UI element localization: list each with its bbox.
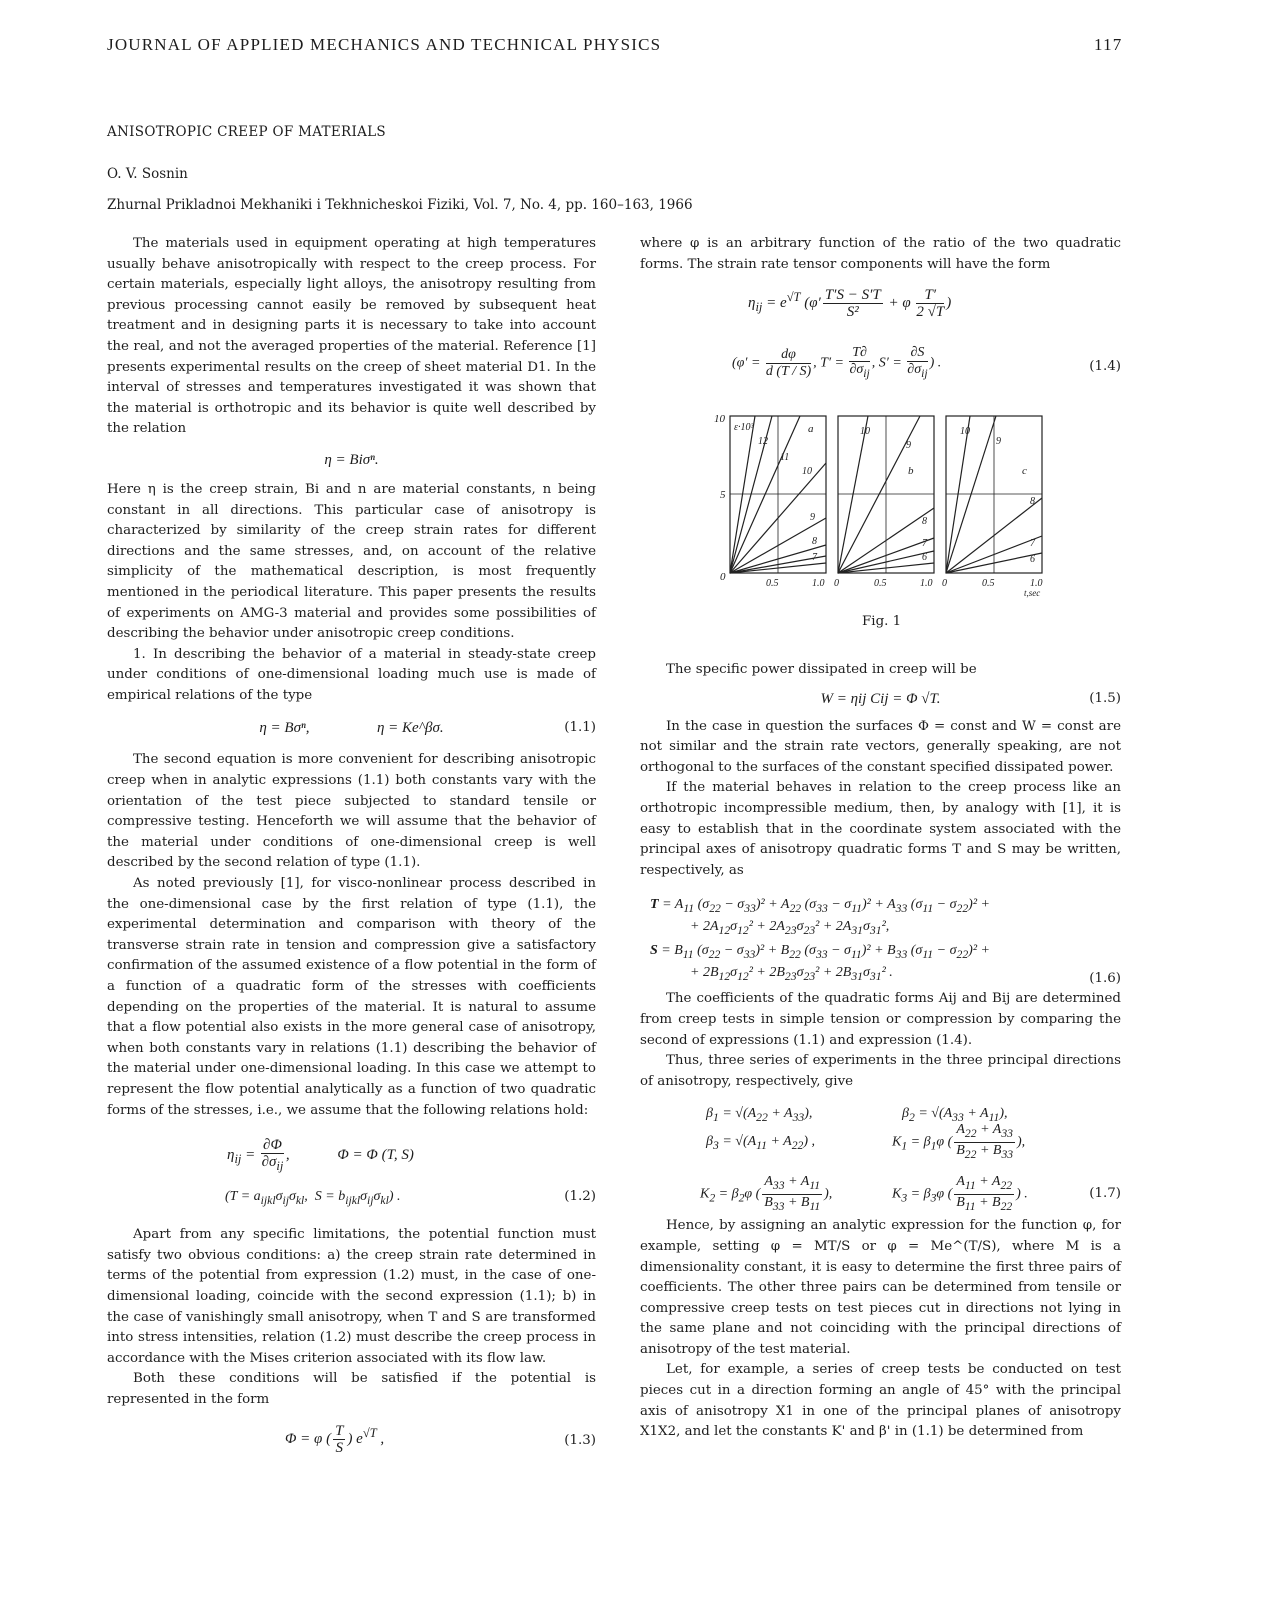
equation-1-7: $\beta_1 = √(A_{22} + A_{33})$, $\beta_2 = √(A_{33} + A_{11})$, $\beta_3 = √(A_{11} + A_{22})$ , $K_1 = \beta_1\varphi$ ( $\frac{A_{22} + A_{33}}{B_{22} + B_{33}}$ ), $K_2 = \beta_2\varphi$ ( $\frac{A_{33} + A_{11}}{B_{33} + B_{11}}$ ), $K_3 = \beta_3\varphi$ ( $\frac{A_{11} + A_{22}}{B_{11} + B_{22}}$ ) . (1.7) bbox=[700, 1106, 1121, 1213]
curve-label: 9 bbox=[906, 440, 911, 451]
source-citation: Zhurnal Prikladnoi Mekhaniki i Tekhnicheskoi Fiziki, Vol. 7, No. 4, pp. 160–163, 1966 bbox=[107, 197, 693, 213]
paragraph: As noted previously [1], for visco-nonlinear process described in the one-dimensional case by the first relation of type (1.1), the experimental determination and comparison with theory of the transverse strain rate in tension and compression give a satisfactory confirmation of the assumed existence of a flow potential in the form of a function of a quadratic form of the stresses with coefficients depending on the properties of the material. It is natural to assume that a flow potential also exists in the more general case of anisotropy, when both constants vary in relations (1.1) describing the behavior of the material under one-dimensional loading. In this case we attempt to represent the flow potential analytically as a function of two quadratic forms of the stresses, i.e., we assume that the following relations hold: bbox=[107, 876, 596, 1118]
curve-label: 6 bbox=[1030, 554, 1035, 565]
curve-label: 6 bbox=[922, 552, 927, 563]
curve-label: 10 bbox=[802, 466, 812, 477]
equation-1-5 bbox=[640, 681, 1121, 717]
equation-power-law: η = Biσⁿ. bbox=[324, 451, 379, 468]
equation-number: (1.2) bbox=[564, 1189, 596, 1205]
x-tick: 1.0 bbox=[812, 578, 825, 589]
paragraph: Hence, by assigning an analytic expression for the function φ, for example, setting φ = MT/S or φ = Me^(T/S), where M is a dimensionality constant, it is easy to determine the first three pairs of coefficients. The other three pairs can be determined from tensile or compressive creep tests on test pieces cut in directions not lying in the same plane and not coinciding with the principal directions of anisotropy of the test material. bbox=[640, 1218, 1121, 1357]
y-tick: 5 bbox=[720, 489, 726, 501]
author: O. V. Sosnin bbox=[107, 166, 188, 182]
curve-label: 7 bbox=[812, 552, 817, 563]
curve-label: 8 bbox=[922, 516, 927, 527]
journal-header: JOURNAL OF APPLIED MECHANICS AND TECHNICAL PHYSICS bbox=[107, 35, 662, 54]
article-title: ANISOTROPIC CREEP OF MATERIALS bbox=[107, 124, 386, 140]
page-number: 117 bbox=[1094, 35, 1123, 54]
x-tick: 1.0 bbox=[920, 578, 933, 589]
paragraph: The coefficients of the quadratic forms Aij and Bij are determined from creep tests in simple tension or compression by comparing the second of expressions (1.1) and expression (1.4). bbox=[640, 991, 1121, 1048]
paragraph: If the material behaves in relation to the creep process like an orthotropic incompressible medium, then, by analogy with [1], it is easy to establish that in the coordinate system associated with the principal axes of anisotropy quadratic forms T and S may be written, respectively, as bbox=[640, 780, 1121, 878]
right-column-bottom bbox=[640, 660, 1121, 1443]
curve-label: 9 bbox=[996, 436, 1001, 447]
equation-1-2: $\eta_{ij}$ = $\frac{\partial\Phi}{\partial\sigma_{ij}}$ , Φ = Φ (T, S) ($T = a_{ijkl}\sigma_{ij}\sigma_{kl}$, $S = b_{ijkl}\sigma_{ij}\sigma_{kl}$) . (1.2) bbox=[225, 1137, 596, 1207]
paragraph: Here η is the creep strain, Bi and n are material constants, n being constant in all directions. This particular case of anisotropy is characterized by similarity of the creep strain rates for different directions and the same stresses, and, on account of the relative simplicity of the mathematical description, is most frequently mentioned in the periodical literature. This paper presents the results of experiments on AMG-3 material and provides some possibilities of describing the behavior under anisotropic creep conditions. bbox=[107, 481, 596, 642]
curve-label: 11 bbox=[780, 452, 790, 463]
y-axis-label: ε·10³ bbox=[734, 422, 754, 433]
equation-number: (1.3) bbox=[564, 1432, 596, 1448]
equation-1-1 bbox=[107, 706, 596, 750]
figure-1 bbox=[700, 408, 1080, 600]
figure-caption: Fig. 1 bbox=[862, 614, 902, 629]
x-axis-unit: t,sec bbox=[1024, 588, 1041, 598]
paragraph: Thus, three series of experiments in the three principal directions of anisotropy, respectively, give bbox=[640, 1053, 1121, 1089]
left-column bbox=[107, 234, 596, 1467]
paragraph: The second equation is more convenient for describing anisotropic creep when in analytic expressions (1.1) both constants vary with the orientation of the test piece subjected to standard tensile or compressive testing. Henceforth we will assume that the behavior of the material under conditions of one-dimensional creep is well described by the second relation of type (1.1). bbox=[107, 752, 596, 871]
paragraph: 1. In describing the behavior of a material in steady-state creep under conditions of one-dimensional loading much use is made of empirical relations of the type bbox=[107, 646, 596, 703]
right-column-top bbox=[640, 234, 1121, 397]
curve-label: 9 bbox=[810, 512, 815, 523]
paragraph: Both these conditions will be satisfied if the potential is represented in the form bbox=[107, 1371, 596, 1407]
panel-label-a: a bbox=[808, 423, 814, 435]
equation-number: (1.7) bbox=[1089, 1186, 1121, 1202]
paragraph: The materials used in equipment operating at high temperatures usually behave anisotropically with respect to the creep process. For certain materials, especially light alloys, the anisotropy resulting from previous processing cannot easily be removed by subsequent heat treatment and in designing parts it is necessary to take into account the real, and not the averaged properties of the material. Reference [1] presents experimental results on the creep of sheet material D1. In the interval of stresses and temperatures investigated it was shown that the material is orthotropic and its behavior is quite well described by the relation bbox=[107, 236, 596, 437]
curve-label: 7 bbox=[1030, 538, 1035, 549]
curve-label: 12 bbox=[758, 436, 768, 447]
y-tick: 0 bbox=[720, 571, 726, 583]
equation-number: (1.1) bbox=[564, 720, 596, 736]
panel-label-b: b bbox=[908, 465, 914, 477]
paragraph: where φ is an arbitrary function of the ratio of the two quadratic forms. The strain rate tensor components will have the form bbox=[640, 236, 1121, 272]
x-tick: 0.5 bbox=[982, 578, 995, 589]
y-tick: 10 bbox=[714, 413, 725, 425]
panel-label-c: c bbox=[1022, 465, 1027, 477]
x-tick: 1.0 bbox=[1030, 578, 1043, 589]
x-tick: 0 bbox=[942, 578, 947, 589]
equation-1-3: Φ = φ ( $\frac{T}{S}$ ) $e^{√T}$ , (1.3) bbox=[285, 1422, 596, 1456]
equation-1-6: $T = A_{11}$ $(\sigma_{22} - \sigma_{33})^2 + A_{22}$ $(\sigma_{33} - \sigma_{11})^2 + A_{33}$ $(\sigma_{11} - \sigma_{22})^2$ + + $2A_{12}\sigma_{12}^2 + 2A_{23}\sigma_{23}^2 + 2A_{31}\sigma_{31}^2$, $S = B_{11}$ $(\sigma_{22} - \sigma_{33})^2 + B_{22}$ $(\sigma_{33} - \sigma_{11})^2 + B_{33}$ $(\sigma_{11} - \sigma_{22})^2$ + + $2B_{12}\sigma_{12}^2 + 2B_{23}\sigma_{23}^2 + 2B_{31}\sigma_{31}^2$ . (1.6) bbox=[640, 889, 1121, 989]
equation-1-4: $\eta_{ij} = e^{√T}$ (φ′ $\frac{T'S - S'T}{\text{S²}}$ + φ $\frac{T'}{2 √T}$ ) (φ′ = $\frac{d\varphi}{d (T / S)}$ , T′ = $\frac{T\partial}{\partial\sigma_{ij}}$ , S′ = $\frac{\partial S}{\partial\sigma_{ij}}$ ) . (1.4) bbox=[732, 287, 1121, 380]
paragraph: Let, for example, a series of creep tests be conducted on test pieces cut in a direction forming an angle of 45° with the principal axis of anisotropy X1 in one of the principal planes of anisotropy X1X2, and let the constants K' and β' in (1.1) be determined from bbox=[640, 1362, 1121, 1440]
paragraph: In the case in question the surfaces Φ = const and W = const are not similar and the strain rate vectors, generally speaking, are not orthogonal to the surfaces of the constant specified dissipated power. bbox=[640, 718, 1121, 775]
x-tick: 0.5 bbox=[766, 578, 779, 589]
equation-number: (1.5) bbox=[1089, 690, 1121, 706]
paragraph: The specific power dissipated in creep will be bbox=[666, 662, 977, 677]
curve-label: 8 bbox=[812, 536, 817, 547]
equation-1-5-body: W = ηij Cij = Φ √T. bbox=[820, 690, 941, 707]
equation-1-1-b: η = Ke^βσ. bbox=[376, 720, 444, 737]
curve-label: 10 bbox=[860, 426, 870, 437]
curve-label: 7 bbox=[922, 538, 927, 549]
equation-number: (1.6) bbox=[1089, 971, 1121, 987]
x-tick: 0 bbox=[834, 578, 839, 589]
equation-number: (1.4) bbox=[1089, 359, 1121, 375]
curve-label: 10 bbox=[960, 426, 970, 437]
x-tick: 0.5 bbox=[874, 578, 887, 589]
equation-1-1-a: η = Bσⁿ, bbox=[259, 720, 310, 737]
paragraph: Apart from any specific limitations, the potential function must satisfy two obvious conditions: a) the creep strain rate determined in terms of the potential from expression (1.2) must, in the case of one-dimensional loading, coincide with the second expression (1.1); b) in the case of vanishingly small anisotropy, when T and S are transformed into stress intensities, relation (1.2) must describe the creep process in accordance with the Mises criterion associated with its flow law. bbox=[107, 1227, 596, 1366]
curve-label: 8 bbox=[1030, 496, 1035, 507]
